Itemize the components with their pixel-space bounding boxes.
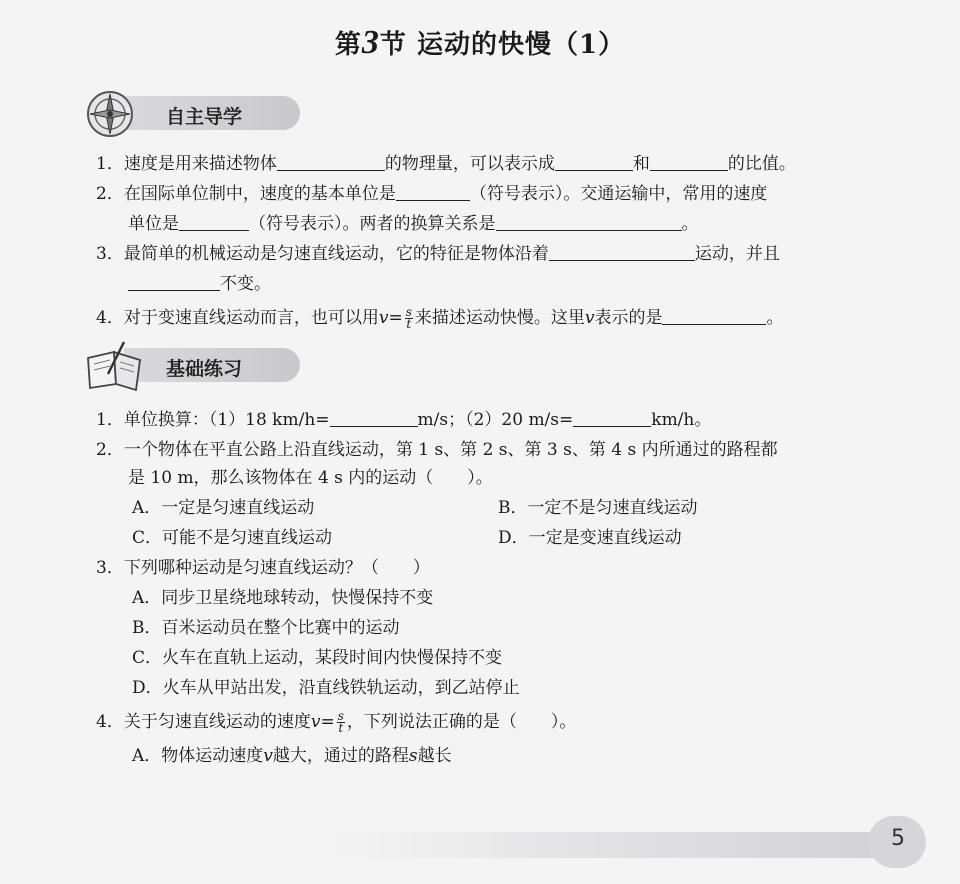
page-title: 第3节 运动的快慢（1） [334, 24, 626, 61]
question-3-line-1: 3．最简单的机械运动是匀速直线运动，它的特征是物体沿着 运动，并且 [96, 244, 780, 264]
footer-bar [330, 832, 890, 858]
practice-2-line-1: 2．一个物体在平直公路上沿直线运动，第 1 s、第 2 s、第 3 s、第 4 s 内所通过的路程都 [96, 440, 778, 460]
open-book-icon [84, 340, 148, 392]
question-2-line-1: 2．在国际单位制中，速度的基本单位是 （符号表示）。交通运输中，常用的速度 [96, 184, 768, 204]
option-a: A．一定是匀速直线运动 [132, 498, 315, 518]
option-b: B．百米运动员在整个比赛中的运动 [132, 618, 400, 638]
option-a: A．同步卫星绕地球转动，快慢保持不变 [132, 588, 434, 608]
question-3-line-2: 不变。 [128, 272, 271, 296]
section-label: 自主导学 [166, 106, 243, 128]
compass-icon [84, 88, 136, 140]
option-d: D．一定是变速直线运动 [498, 528, 682, 548]
fraction-s-over-t: $\frac{s}{t}$ [405, 305, 412, 331]
option-c: C．可能不是匀速直线运动 [132, 528, 333, 548]
page-number: 5 [891, 826, 905, 851]
option-d: D．火车从甲站出发，沿直线铁轨运动，到乙站停止 [132, 678, 520, 698]
question-2-line-2: 单位是 （符号表示）。两者的换算关系是 。 [128, 214, 699, 234]
fraction-s-over-t: $\frac{s}{t}$ [337, 709, 344, 735]
section-label: 基础练习 [166, 358, 243, 380]
option-b: B．一定不是匀速直线运动 [498, 498, 698, 518]
practice-3: 3．下列哪种运动是匀速直线运动？（ ） [96, 558, 430, 578]
practice-2-line-2: 是 10 m，那么该物体在 4 s 内的运动（ ）。 [128, 468, 493, 488]
question-4: 4．对于变速直线运动而言，也可以用v= $\frac{s}{t}$ 来描述运动快慢。这里v表示的是 。 [96, 305, 784, 331]
question-1: 1．速度是用来描述物体 的物理量，可以表示成 和 的比值。 [96, 154, 796, 174]
practice-4: 4．关于匀速直线运动的速度v= $\frac{s}{t}$ ，下列说法正确的是（ ）。 [96, 709, 577, 735]
practice-1: 1．单位换算：（1）18 km/h= m/s；（2）20 m/s= km/h。 [96, 410, 712, 430]
option-a: A．物体运动速度v越大，通过的路程s越长 [132, 746, 452, 766]
option-c: C．火车在直轨上运动，某段时间内快慢保持不变 [132, 648, 503, 668]
